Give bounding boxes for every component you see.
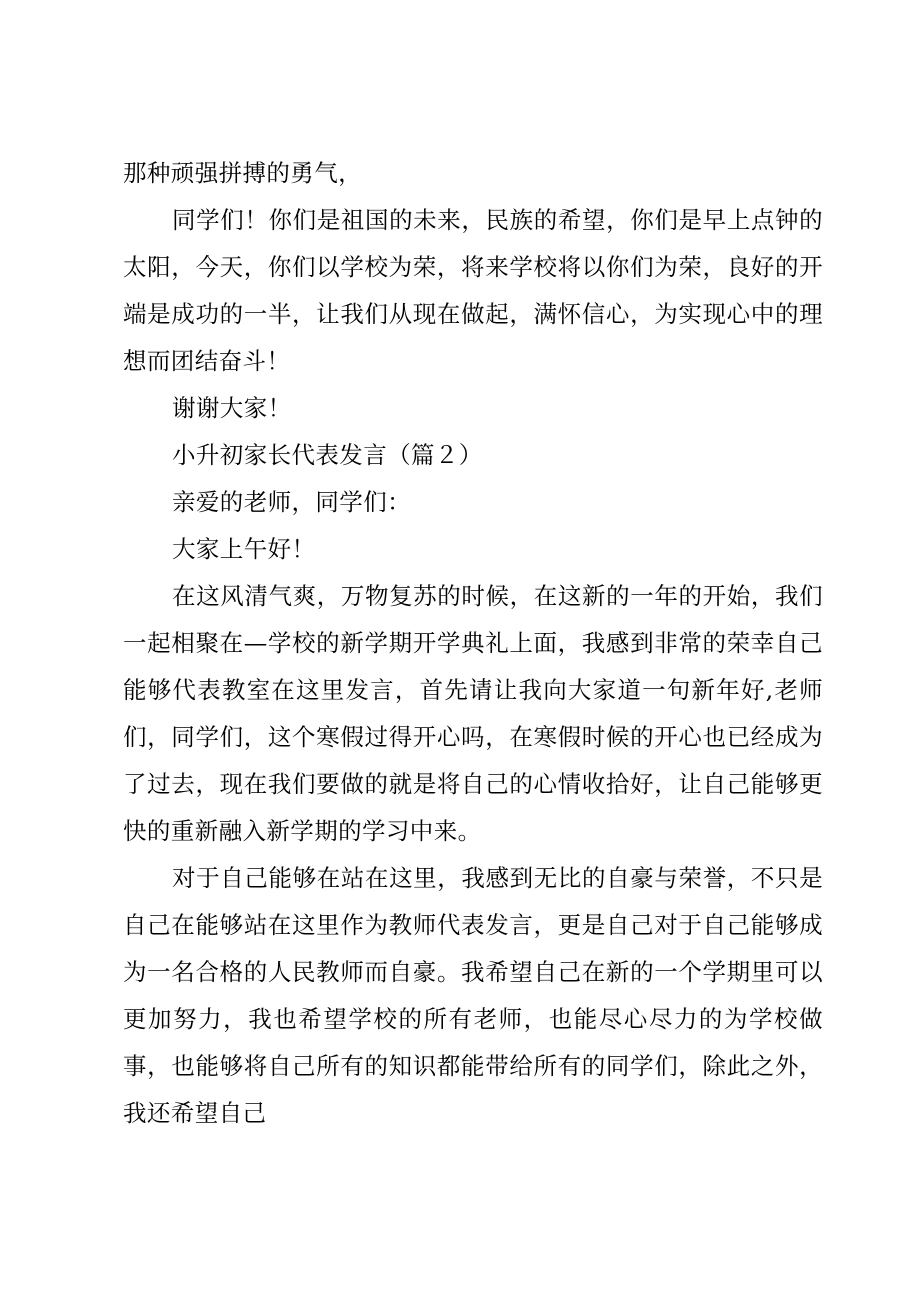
paragraph-continuation: 那种顽强拼搏的勇气，	[123, 159, 362, 187]
salutation: 亲爱的老师，同学们：	[172, 488, 411, 516]
paragraph-pride: 对于自己能够在站在这里，我感到无比的自豪与荣誉，不只是自己在能够站在这里作为教师代表发言，更是自己对于自己能够成为一名合格的人民教师而自豪。我希望自己在新的一个学期里可以更加努力，我也希望学校的所有老师，也能尽心尽力的为学校做事，也能够将自己所有的知识都能带给所有的同学们，除此之外，我还希望自己	[123, 864, 823, 1127]
paragraph-opening: 在这风清气爽，万物复苏的时候，在这新的一年的开始，我们一起相聚在—学校的新学期开学典礼上面，我感到非常的荣幸自己能够代表教室在这里发言，首先请让我向大家道一句新年好,老师们，同学们，这个寒假过得开心吗，在寒假时候的开心也已经成为了过去，现在我们要做的就是将自己的心情收拾好，让自己能够更快的重新融入新学期的学习中来。	[123, 582, 823, 845]
document-body	[123, 150, 823, 1137]
greeting: 大家上午好！	[172, 535, 316, 563]
section-title: 小升初家长代表发言（篇２）	[172, 441, 483, 469]
paragraph-thanks: 谢谢大家！	[172, 394, 292, 422]
paragraph-closing-appeal: 同学们！你们是祖国的未来，民族的希望，你们是早上点钟的太阳，今天，你们以学校为荣，将来学校将以你们为荣，良好的开端是成功的一半，让我们从现在做起，满怀信心，为实现心中的理想而团结奋斗！	[123, 206, 823, 375]
